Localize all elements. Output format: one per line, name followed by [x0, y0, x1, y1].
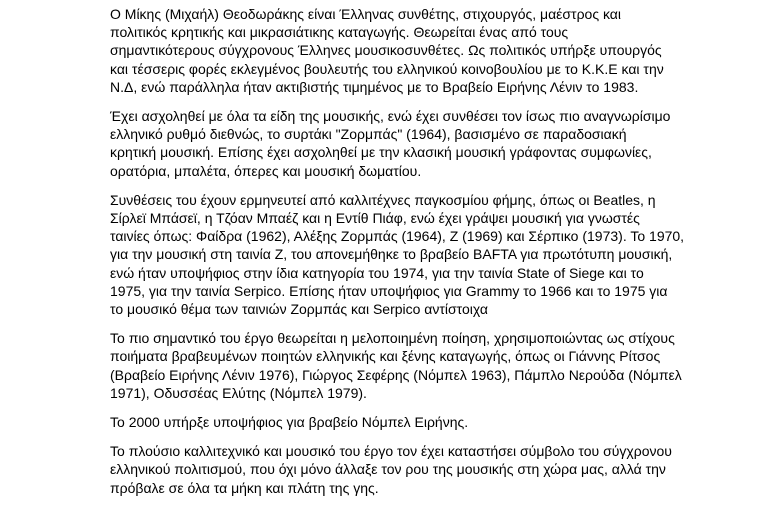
paragraph-line: Το πιο σημαντικό του έργο θεωρείται η μελοποιημένη ποίηση, χρησιμοποιώντας ως στίχους — [110, 330, 675, 347]
paragraph-line: Ο Μίκης (Μιχαήλ) Θεοδωράκης είναι Έλληνας συνθέτης, στιχουργός, μαέστρος και — [110, 6, 622, 22]
paragraph-line: Έχει ασχοληθεί με όλα τα είδη της μουσικής, ενώ έχει συνθέσει τον ίσως πιο αναγνωρίσιμο — [110, 108, 671, 125]
paragraph-line: ταινίες όπως: Φαίδρα (1962), Αλέξης Ζορμπάς (1964), Ζ (1969) και Σέρπικο (1973). Το 1970, — [110, 228, 685, 245]
paragraph-line: και τέσσερις φορές εκλεγμένος βουλευτής του ελληνικού κοινοβουλίου με το Κ.Κ.Ε και την — [110, 60, 664, 77]
paragraph-line: πρόβαλε σε όλα τα μήκη και πλάτη της γης. — [110, 479, 379, 496]
paragraph-line: Συνθέσεις του έχουν ερμηνευτεί από καλλιτέχνες παγκοσμίου φήμης, όπως οι Beatles, η — [110, 191, 656, 208]
paragraph-line: ελληνικού πολιτισμού, που όχι μόνο άλλαξε τον ρου της μουσικής στη χώρα μας, αλλά την — [110, 461, 666, 478]
paragraph-line: ποιήματα βραβευμένων ποιητών ελληνικής και ξένης καταγωγής, όπως οι Γιάννης Ρίτσος — [110, 348, 661, 365]
paragraph-line: Το πλούσιο καλλιτεχνικό και μουσικό του έργο τον έχει καταστήσει σύμβολο του σύγχρονου — [110, 443, 672, 460]
paragraph-line: Το 2000 υπήρξε υποψήφιος για βραβείο Νόμπελ Ειρήνης. — [110, 414, 469, 431]
paragraph-line: το μουσικό θέμα των ταινιών Ζορμπάς και Serpico αντίστοιχα — [110, 301, 488, 318]
paragraph-line: κρητική μουσική. Επίσης έχει ασχοληθεί με την κλασική μουσική γράφοντας συμφωνίες, — [110, 144, 652, 161]
paragraph-line: (Βραβείο Ειρήνης Λένιν 1976), Γιώργος Σεφέρης (Νόμπελ 1963), Πάμπλο Νερούδα (Νόμπελ — [110, 366, 682, 383]
paragraph-line: πολιτικός κρητικής και μικρασιάτικης καταγωγής. Θεωρείται ένας από τους — [110, 24, 569, 41]
paragraph-line: 1975, για την ταινία Serpico. Επίσης ήταν υποψήφιος για Grammy το 1966 και το 1975 για — [110, 282, 668, 299]
paragraph-line: ενώ ήταν υποψήφιος στην ίδια κατηγορία του 1974, για την ταινία State of Siege και το — [110, 264, 644, 281]
document-body — [110, 5, 685, 508]
paragraph-line: ελληνικό ρυθμό διεθνώς, το συρτάκι "Ζορμπάς" (1964), βασισμένο σε παραδοσιακή — [110, 126, 627, 143]
paragraph-poetry — [110, 329, 682, 402]
paragraph-music-genres — [110, 107, 670, 180]
paragraph-line: σημαντικότερους σύγχρονους Έλληνες μουσικοσυνθέτες. Ως πολιτικός υπήρξε υπουργός — [110, 42, 662, 59]
paragraph-line: 1971), Οδυσσέας Ελύτης (Νόμπελ 1979). — [110, 384, 367, 401]
paragraph-performers-films — [110, 191, 685, 318]
paragraph-legacy — [110, 442, 670, 497]
paragraph-intro — [110, 5, 670, 96]
paragraph-line: ορατόρια, μπαλέτα, όπερες και μουσική δωματίου. — [110, 162, 422, 179]
paragraph-nobel-nomination — [110, 413, 670, 431]
paragraph-line: Σίρλεϊ Μπάσεϊ, η Τζόαν Μπαέζ και η Εντίθ Πιάφ, ενώ έχει γράψει μουσική για γνωστές — [110, 210, 640, 227]
paragraph-line: Ν.Δ, ενώ παράλληλα ήταν ακτιβιστής τιμημένος με το Βραβείο Ειρήνης Λένιν το 1983. — [110, 78, 639, 95]
paragraph-line: για την μουσική στη ταινία Ζ, του απονεμήθηκε το βραβείο BAFTA για πρωτότυπη μουσική, — [110, 246, 673, 263]
